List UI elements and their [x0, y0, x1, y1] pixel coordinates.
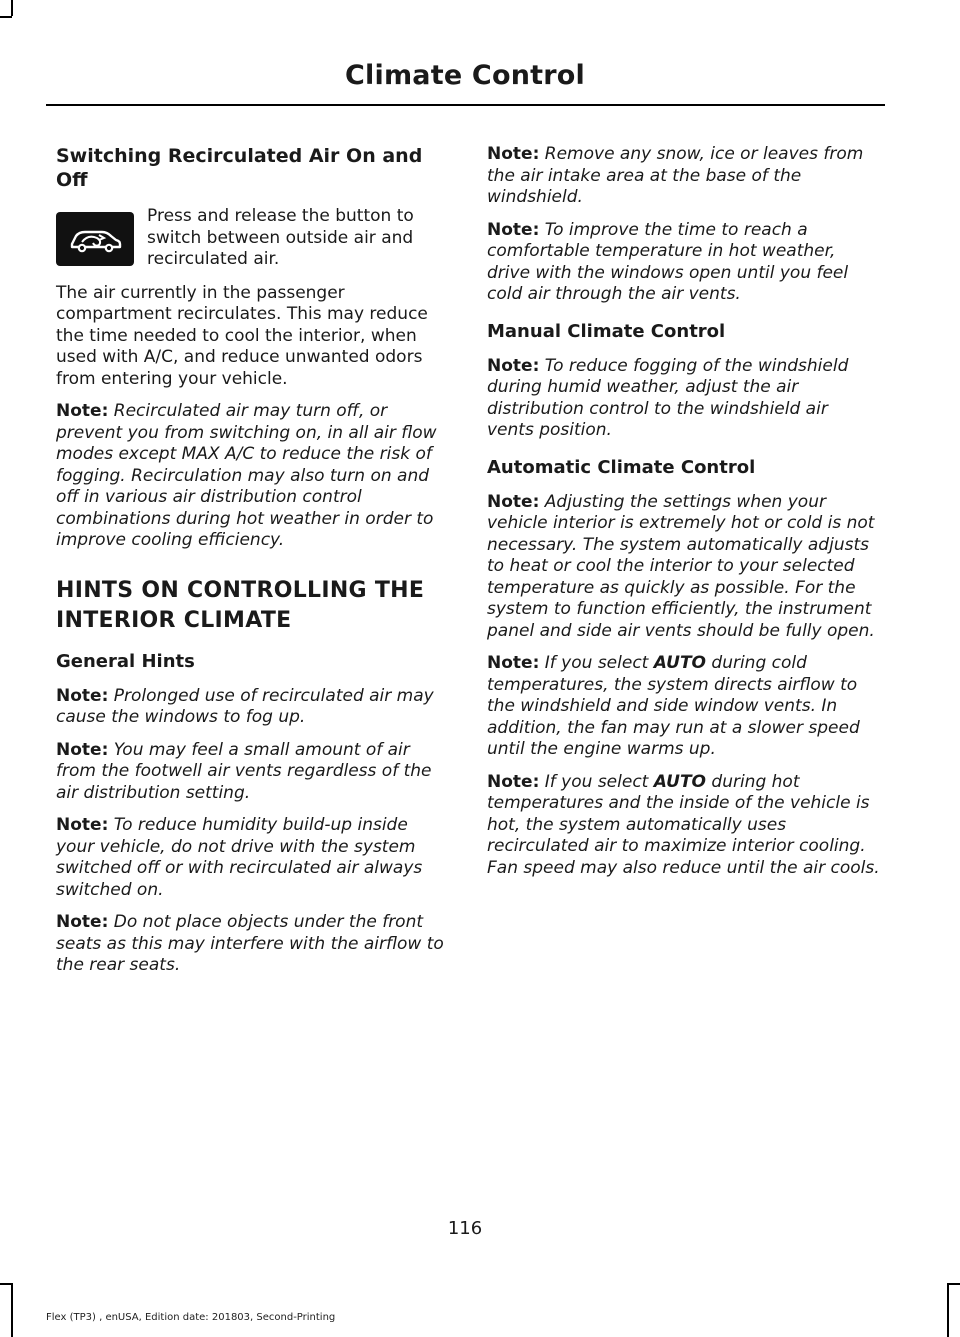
note-text: If you select	[544, 771, 649, 792]
note-text: Adjusting the settings when your vehicle interior is extremely hot or cold is not necessary. The system automatically adjusts to heat or cool the interior to your selected temperature as quickly as possible. For the system to function efficiently, the instrument panel and side air vents should be fully open.	[487, 491, 875, 641]
automatic-climate-heading: Automatic Climate Control	[487, 456, 756, 478]
hot-weather-note	[487, 220, 880, 306]
note-text: Prolonged use of recirculated air may cause the windows to fog up.	[56, 685, 434, 727]
recirc-note	[56, 401, 448, 552]
general-note	[56, 815, 448, 901]
recirc-body: The air currently in the passenger compartment recirculates. This may reduce the time needed to cool the interior, when used with A/C, and reduce unwanted odors from entering your vehicle.	[56, 282, 428, 389]
hints-heading	[56, 576, 448, 636]
general-note	[56, 912, 448, 977]
recirc-instruction-row	[56, 206, 448, 271]
note-label: Note:	[56, 685, 109, 706]
note-text: during cold temperatures, the system directs airflow to the windshield and side window vents. In addition, the fan may run at a slower speed until the engine warms up.	[487, 653, 860, 759]
recirculated-air-icon	[56, 212, 134, 266]
crop-mark	[0, 16, 12, 18]
crop-mark	[0, 1283, 12, 1285]
note-text: To improve the time to reach a comfortable temperature in hot weather, drive with the windows open until you feel cold air through the air vents.	[487, 219, 849, 304]
general-note	[56, 686, 448, 729]
auto-keyword: AUTO	[653, 653, 706, 673]
note-text: To reduce fogging of the windshield during humid weather, adjust the air distribution control to the windshield air vents position.	[487, 355, 849, 440]
manual-climate-heading: Manual Climate Control	[487, 320, 726, 342]
left-column	[56, 144, 448, 988]
note-label: Note:	[487, 219, 540, 240]
general-note	[56, 740, 448, 805]
auto-hot-note	[487, 772, 880, 880]
note-label: Note:	[487, 771, 540, 792]
note-text: during hot temperatures and the inside of the vehicle is hot, the system automatically uses recirculated air to maximize interior cooling. Fan speed may also reduce until the air cools.	[487, 771, 880, 878]
page-number: 116	[447, 1218, 483, 1239]
note-label: Note:	[487, 144, 540, 164]
note-label: Note:	[56, 912, 109, 932]
note-text: You may feel a small amount of air from the footwell air vents regardless of the air distribution setting.	[56, 739, 432, 803]
crop-mark	[948, 1283, 960, 1285]
note-text: To reduce humidity build-up inside your vehicle, do not drive with the system switched off or with recirculated air always switched on.	[56, 815, 423, 900]
recirc-heading: Switching Recirculated Air On and Off	[56, 145, 423, 191]
auto-note	[487, 492, 880, 643]
edition-footer: Flex (TP3) , enUSA, Edition date: 201803, Second-Printing	[46, 1312, 336, 1323]
crop-mark	[11, 1283, 13, 1337]
crop-mark	[947, 1283, 949, 1337]
crop-mark	[11, 0, 13, 16]
auto-cold-note	[487, 653, 880, 761]
header-divider	[46, 104, 885, 106]
hints-heading-line-1: HINTS ON CONTROLLING THE	[56, 577, 425, 603]
page-title: Climate Control	[345, 60, 585, 91]
manual-note	[487, 356, 880, 442]
note-label: Note:	[487, 653, 540, 673]
note-label: Note:	[56, 401, 109, 421]
note-text: If you select	[544, 653, 649, 673]
note-text: Remove any snow, ice or leaves from the air intake area at the base of the windshield.	[487, 144, 864, 207]
note-label: Note:	[56, 739, 109, 760]
note-label: Note:	[487, 491, 540, 512]
intake-note	[487, 144, 880, 209]
right-column	[487, 144, 880, 890]
auto-keyword: AUTO	[653, 771, 706, 792]
hints-heading-line-2: INTERIOR CLIMATE	[56, 607, 292, 633]
note-text: Do not place objects under the front seats as this may interfere with the airflow to the rear seats.	[56, 912, 444, 975]
recirc-instruction: Press and release the button to switch between outside air and recirculated air.	[147, 206, 414, 269]
note-label: Note:	[56, 815, 109, 835]
note-label: Note:	[487, 355, 540, 376]
general-hints-heading: General Hints	[56, 650, 195, 672]
note-text: Recirculated air may turn off, or prevent you from switching on, in all air flow modes except MAX A/C to reduce the risk of fogging. Recirculation may also turn on and off in various air distribution control combinations during hot weather in order to improve cooling efficiency.	[56, 401, 437, 550]
